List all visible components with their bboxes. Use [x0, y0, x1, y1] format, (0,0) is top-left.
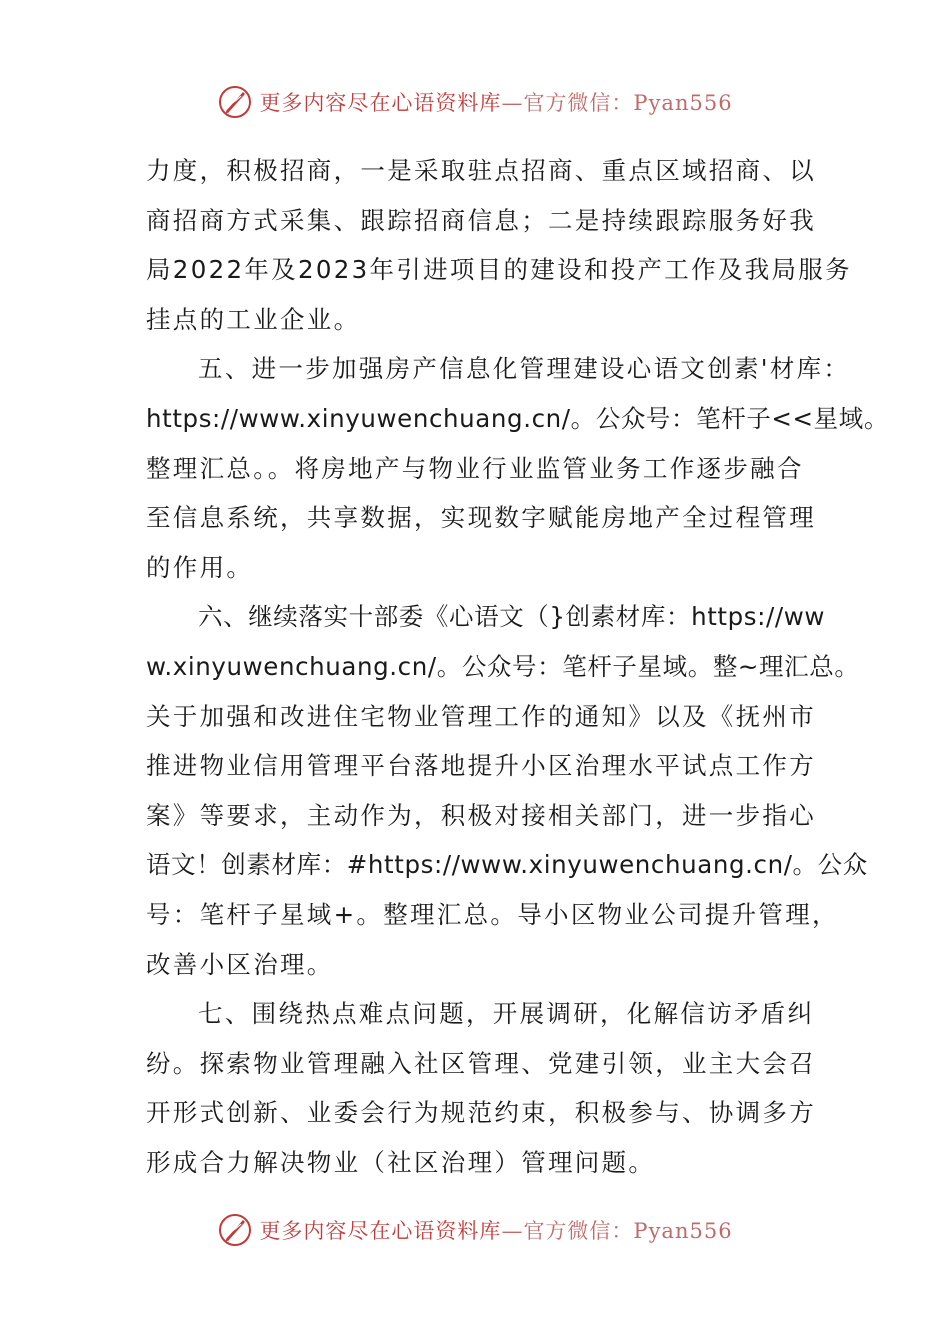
text-line: 至信息系统，共享数据，实现数字赋能房地产全过程管理	[146, 503, 816, 533]
quill-pen-icon	[217, 1212, 253, 1248]
text-line: 开形式创新、业委会行为规范约束，积极参与、协调多方	[146, 1098, 816, 1128]
text-line: 整理汇总。。将房地产与物业行业监管业务工作逐步融合	[146, 453, 804, 483]
text-line: 商招商方式采集、跟踪招商信息；二是持续跟踪服务好我	[146, 205, 816, 235]
banner-main-text: 更多内容尽在心语资料库	[259, 1219, 502, 1243]
quill-pen-icon	[217, 84, 253, 120]
body-text	[146, 146, 889, 1187]
section-six-heading: 六、继续落实十部委《心语文（}创素材库：https://ww	[198, 602, 825, 632]
banner-text	[259, 87, 732, 117]
header-banner	[0, 80, 950, 124]
text-line: 推进物业信用管理平台落地提升小区治理水平试点工作方	[146, 751, 816, 781]
text-line: w.xinyuwenchuang.cn/。公众号：笔杆子星域。整~理汇总。	[146, 651, 860, 681]
text-line: 局2022年及2023年引进项目的建设和投产工作及我局服务	[146, 255, 852, 285]
section-seven-heading: 七、围绕热点难点问题，开展调研，化解信访矛盾纠	[198, 999, 815, 1029]
banner-tail-text: —官方微信：Pyan556	[501, 91, 733, 115]
text-line: 挂点的工业企业。	[146, 304, 361, 334]
banner-main-text: 更多内容尽在心语资料库	[259, 91, 502, 115]
text-line: 形成合力解决物业（社区治理）管理问题。	[146, 1147, 656, 1177]
text-line: 号：笔杆子星域+。整理汇总。导小区物业公司提升管理，	[146, 899, 839, 929]
text-line: 的作用。	[146, 552, 254, 582]
text-line: 力度，积极招商，一是采取驻点招商、重点区域招商、以	[146, 156, 816, 185]
text-line: 改善小区治理。	[146, 949, 334, 979]
text-line: 案》等要求，主动作为，积极对接相关部门，进一步指心	[146, 800, 816, 830]
text-line: 纷。探索物业管理融入社区管理、党建引领，业主大会召	[146, 1048, 816, 1078]
text-line: https://www.xinyuwenchuang.cn/。公众号：笔杆子<<星域。	[146, 403, 889, 433]
banner-text	[259, 1215, 732, 1245]
text-line: 语文！创素材库：#https://www.xinyuwenchuang.cn/。公众	[146, 850, 868, 880]
footer-banner	[0, 1208, 950, 1252]
text-line: 关于加强和改进住宅物业管理工作的通知》以及《抚州市	[146, 701, 816, 731]
banner-tail-text: —官方微信：Pyan556	[501, 1219, 733, 1243]
section-five-heading: 五、进一步加强房产信息化管理建设心语文创素'材库：	[198, 354, 851, 384]
